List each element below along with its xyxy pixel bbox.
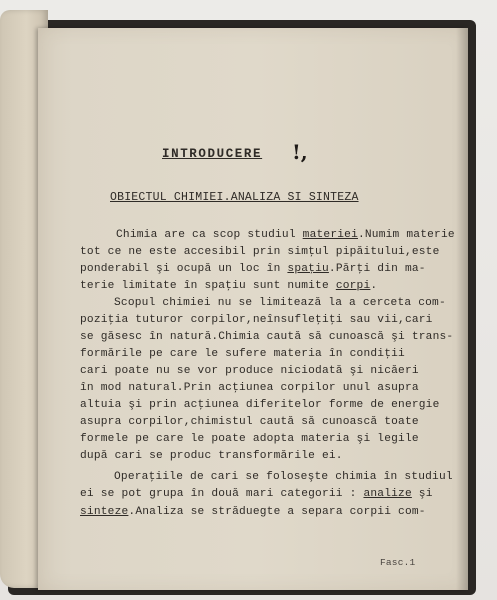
body-line <box>80 330 453 344</box>
body-text: cari poate nu se vor produce niciodată şi nicăeri <box>80 365 419 377</box>
body-text: terie limitate în spaţiu sunt numite <box>80 280 336 292</box>
body-text: .Numim materie <box>357 229 455 241</box>
body-text: tot ce ne este accesibil prin simţul pipăitului,este <box>80 246 440 258</box>
body-text: Chimia are ca scop studiul <box>116 229 303 241</box>
body-line <box>114 470 453 484</box>
body-text: .Analiza se străduegte a separa corpii com- <box>128 506 426 518</box>
body-text: formările pe care le sufere materia în condiţii <box>80 348 405 360</box>
body-text: în mod natural.Prin acţiunea corpilor unul asupra <box>80 382 419 394</box>
underlined-term: analize <box>363 488 412 500</box>
body-line <box>80 262 426 276</box>
body-line <box>80 487 433 501</box>
underlined-term: sinteze <box>80 506 129 518</box>
body-text: altuia şi prin acţiunea diferitelor forme de energie <box>80 399 440 411</box>
body-text: Scopul chimiei nu se limitează la a cerceta com- <box>114 297 446 309</box>
body-line <box>80 505 426 519</box>
body-line <box>116 228 455 242</box>
underlined-term: corpi <box>335 280 371 292</box>
body-text: Operaţiile de cari se foloseşte chimia în studiul <box>114 471 453 483</box>
underlined-term: spaţiu <box>287 263 329 275</box>
body-line <box>80 398 440 412</box>
body-line <box>80 432 419 446</box>
body-text: asupra corpilor,chimistul caută să cunoască toate <box>80 416 419 428</box>
body-text: şi <box>411 488 433 500</box>
body-line <box>80 313 433 327</box>
body-text: după cari se produc transformările ei. <box>80 450 343 462</box>
body-text: ponderabil şi ocupă un loc în <box>80 263 288 275</box>
body-text: .Părţi din ma- <box>328 263 426 275</box>
body-text: . <box>370 280 378 292</box>
body-line <box>80 381 419 395</box>
body-line <box>114 296 446 310</box>
document-heading: INTRODUCERE <box>162 147 263 161</box>
body-line <box>80 449 343 463</box>
body-line <box>80 415 419 429</box>
document-subheading: OBIECTUL CHIMIEI.ANALIZA SI SINTEZA <box>110 191 359 204</box>
handwritten-mark-icon: !, <box>292 140 308 164</box>
body-text: poziţia tuturor corpilor,neînsufleţiţi sau vii,cari <box>80 314 433 326</box>
body-text: formele pe care le poate adopta materia şi legile <box>80 433 419 445</box>
body-line <box>80 364 419 378</box>
body-line <box>80 347 405 361</box>
page-edge-shadow <box>456 28 468 590</box>
page-footer: Fasc.1 <box>380 557 416 568</box>
body-text: ei se pot grupa în două mari categorii : <box>80 488 364 500</box>
body-line <box>80 245 440 259</box>
body-text: se găsesc în natură.Chimia caută să cunoască şi trans- <box>80 331 454 343</box>
body-line <box>80 279 377 293</box>
underlined-term: materiei <box>302 229 358 241</box>
